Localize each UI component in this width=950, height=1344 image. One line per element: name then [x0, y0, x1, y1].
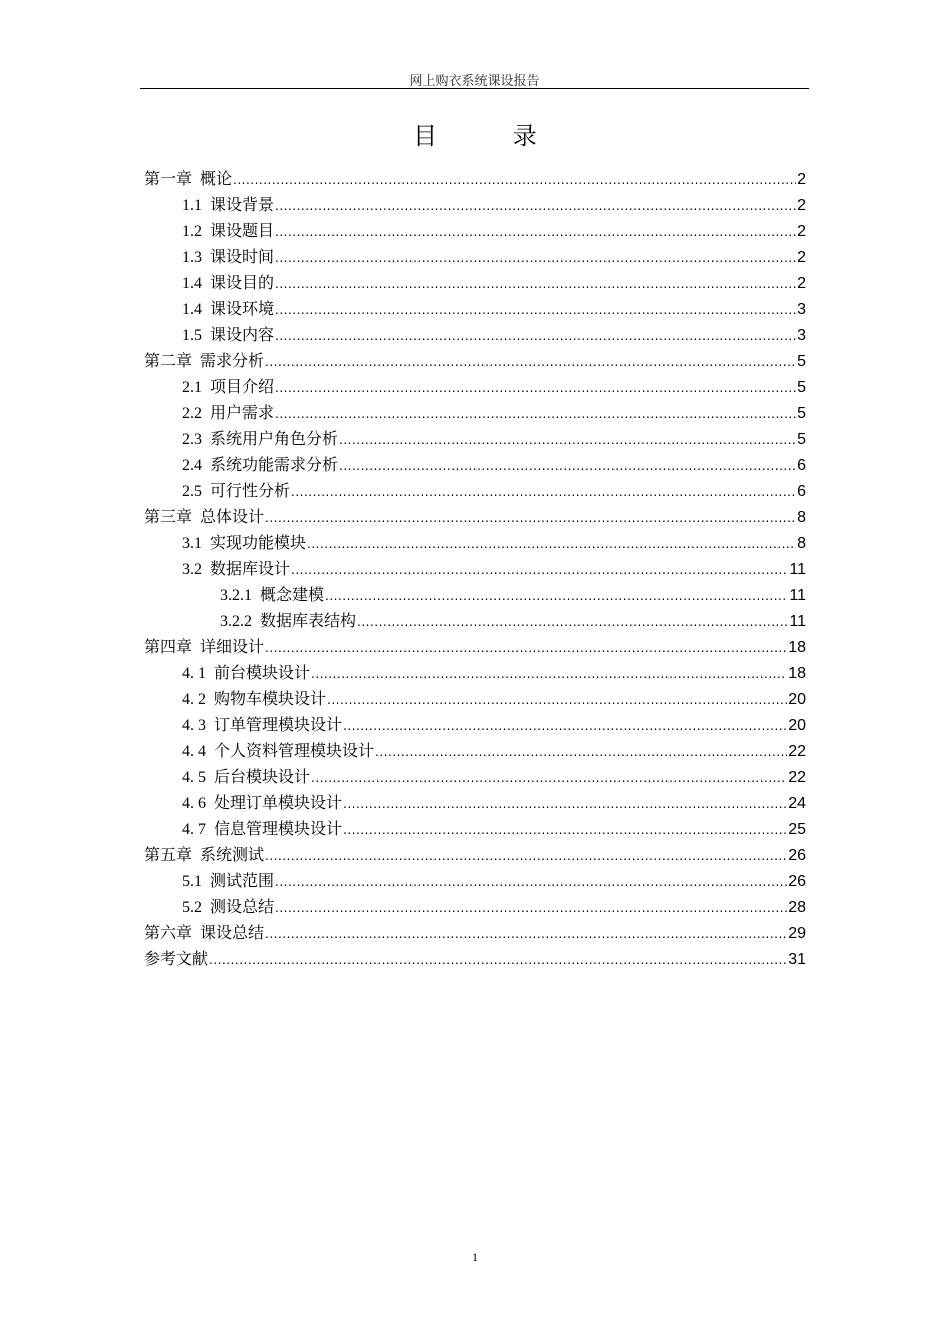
toc-entry-number: 4. 3 [182, 717, 206, 734]
toc-entry-label [182, 790, 342, 817]
toc-entry[interactable] [144, 270, 806, 296]
toc-entry-page: 2 [797, 275, 806, 292]
toc-entry-text: 详细设计 [200, 637, 265, 656]
toc-entry[interactable] [144, 816, 806, 842]
toc-entry-page: 25 [788, 821, 806, 838]
toc-entry-label [182, 270, 274, 297]
toc-entry-page: 18 [788, 639, 806, 656]
toc-entry-page: 2 [797, 197, 806, 214]
toc-entry-number: 4. 2 [182, 691, 206, 708]
dot-leader [275, 869, 787, 895]
toc-entry-page: 26 [788, 847, 806, 864]
toc-entry-page: 26 [788, 873, 806, 890]
toc-entry-number: 第四章 [144, 639, 193, 656]
toc-entry-label [182, 868, 274, 895]
toc-entry[interactable] [144, 218, 806, 244]
toc-entry-page: 20 [788, 717, 806, 734]
toc-entry-text: 用户需求 [210, 403, 275, 422]
toc-entry-number: 2.5 [182, 483, 202, 500]
dot-leader [275, 193, 796, 219]
toc-entry[interactable] [144, 920, 806, 946]
toc-entry-label [144, 946, 208, 972]
toc-entry-number: 1.4 [182, 275, 202, 292]
toc-entry-page: 5 [797, 379, 806, 396]
toc-entry-page: 3 [797, 301, 806, 318]
dot-leader [343, 817, 787, 843]
toc-entry-number: 4. 5 [182, 769, 206, 786]
dot-leader [291, 479, 796, 505]
toc-entry-label [182, 530, 306, 557]
toc-entry-page: 6 [797, 457, 806, 474]
toc-entry-text: 数据库表结构 [260, 611, 357, 630]
dot-leader [339, 453, 796, 479]
toc-entry-text: 处理订单模块设计 [214, 793, 343, 812]
dot-leader [275, 219, 796, 245]
toc-entry-text: 课设环境 [210, 299, 275, 318]
toc-entry[interactable] [144, 374, 806, 400]
toc-entry-number: 2.4 [182, 457, 202, 474]
toc-entry-text: 实现功能模块 [210, 533, 307, 552]
toc-entry-text: 信息管理模块设计 [214, 819, 343, 838]
toc-entry-number: 5.1 [182, 873, 202, 890]
toc-entry-number: 第一章 [144, 171, 193, 188]
toc-entry-label [182, 374, 274, 401]
toc-entry-label [182, 322, 274, 349]
toc-entry-number: 2.1 [182, 379, 202, 396]
toc-entry-page: 2 [797, 249, 806, 266]
toc-entry-number: 第二章 [144, 353, 193, 370]
toc-entry-text: 后台模块设计 [214, 767, 311, 786]
toc-entry-page: 2 [797, 223, 806, 240]
toc-entry-page: 24 [788, 795, 806, 812]
dot-leader [265, 505, 796, 531]
dot-leader [339, 427, 796, 453]
toc-entry[interactable] [144, 894, 806, 920]
toc-entry-number: 第三章 [144, 509, 193, 526]
toc-entry-number: 第五章 [144, 847, 193, 864]
toc-entry-page: 11 [789, 587, 806, 604]
dot-leader [275, 271, 796, 297]
toc-entry-number: 1.1 [182, 197, 202, 214]
toc-entry-number: 1.2 [182, 223, 202, 240]
toc-entry[interactable] [144, 608, 806, 634]
toc-entry[interactable] [144, 322, 806, 348]
toc-entry-text: 课设总结 [200, 923, 265, 942]
toc-entry-number: 1.4 [182, 301, 202, 318]
toc-entry[interactable] [144, 686, 806, 712]
toc-entry[interactable] [144, 582, 806, 608]
toc-entry-text: 课设目的 [210, 273, 275, 292]
toc-entry-label [182, 192, 274, 219]
toc-entry-number: 4. 1 [182, 665, 206, 682]
toc-entry[interactable] [144, 504, 806, 530]
toc-entry-number: 第六章 [144, 925, 193, 942]
toc-entry-text: 购物车模块设计 [214, 689, 327, 708]
toc-entry-number: 3.2.2 [220, 613, 252, 630]
toc-entry-page: 5 [797, 353, 806, 370]
running-header: 网上购衣系统课设报告 [409, 74, 540, 89]
toc-entry-label [144, 634, 264, 661]
toc-entry-label [182, 686, 326, 713]
toc-title: 目 录 [413, 122, 571, 150]
toc-entry-label [182, 816, 342, 843]
toc-entry[interactable] [144, 296, 806, 322]
toc-entry-page: 3 [797, 327, 806, 344]
dot-leader [275, 245, 796, 271]
dot-leader [209, 947, 787, 973]
toc-entry-page: 20 [788, 691, 806, 708]
toc-entry-number: 5.2 [182, 899, 202, 916]
toc-entry-number: 2.2 [182, 405, 202, 422]
toc-entry-number: 3.2 [182, 561, 202, 578]
toc-entry-number: 3.2.1 [220, 587, 252, 604]
toc-entry-text: 可行性分析 [210, 481, 291, 500]
toc-entry[interactable] [144, 192, 806, 218]
toc-entry-page: 31 [788, 951, 806, 968]
toc-entry[interactable] [144, 478, 806, 504]
dot-leader [307, 531, 796, 557]
dot-leader [343, 713, 787, 739]
toc-entry-page: 29 [788, 925, 806, 942]
dot-leader [265, 349, 796, 375]
toc-entry[interactable] [144, 530, 806, 556]
toc-entry-text: 总体设计 [200, 507, 265, 526]
dot-leader [265, 635, 787, 661]
toc-entry[interactable] [144, 946, 806, 972]
page-number: 1 [472, 1250, 478, 1264]
toc-entry-text: 课设背景 [210, 195, 275, 214]
toc-entry[interactable] [144, 426, 806, 452]
toc-entry-page: 11 [789, 613, 806, 630]
toc-entry-label [182, 400, 274, 427]
toc-entry[interactable] [144, 452, 806, 478]
dot-leader [311, 661, 787, 687]
toc-entry[interactable] [144, 634, 806, 660]
toc-entry-text: 系统用户角色分析 [210, 429, 339, 448]
toc-entry-label [182, 660, 310, 687]
dot-leader [343, 791, 787, 817]
toc-entry[interactable] [144, 166, 806, 192]
toc-entry-label [182, 738, 374, 765]
toc-entry-text: 概念建模 [260, 585, 325, 604]
toc-entry-label [144, 842, 264, 869]
toc-entry[interactable] [144, 842, 806, 868]
toc-entry-page: 28 [788, 899, 806, 916]
toc-entry-label [182, 296, 274, 323]
dot-leader [275, 323, 796, 349]
dot-leader [291, 557, 788, 583]
toc-entry-page: 22 [788, 769, 806, 786]
toc-entry-number: 3.1 [182, 535, 202, 552]
toc-entry[interactable] [144, 712, 806, 738]
toc-entry-text: 课设内容 [210, 325, 275, 344]
dot-leader [275, 895, 787, 921]
dot-leader [275, 375, 796, 401]
toc-entry-text: 前台模块设计 [214, 663, 311, 682]
toc-entry[interactable] [144, 764, 806, 790]
table-of-contents [144, 166, 806, 972]
toc-entry-page: 5 [797, 405, 806, 422]
toc-entry-label [182, 426, 338, 453]
toc-entry-page: 18 [788, 665, 806, 682]
toc-entry-label [220, 582, 324, 609]
toc-entry-page: 8 [797, 509, 806, 526]
toc-entry-number: 1.5 [182, 327, 202, 344]
dot-leader [275, 401, 796, 427]
toc-entry[interactable] [144, 738, 806, 764]
toc-entry[interactable] [144, 556, 806, 582]
toc-entry-label [182, 712, 342, 739]
toc-entry-text: 订单管理模块设计 [214, 715, 343, 734]
toc-entry-label [144, 504, 264, 531]
toc-entry-text: 课设时间 [210, 247, 275, 266]
dot-leader [311, 765, 787, 791]
toc-entry-number: 4. 4 [182, 743, 206, 760]
toc-entry-label [182, 764, 310, 791]
dot-leader [265, 843, 787, 869]
dot-leader [357, 609, 788, 635]
toc-entry-label [182, 244, 274, 271]
toc-entry-label [144, 348, 264, 375]
toc-entry-text: 项目介绍 [210, 377, 275, 396]
toc-entry-page: 5 [797, 431, 806, 448]
toc-entry[interactable] [144, 400, 806, 426]
toc-entry-label [182, 478, 290, 505]
toc-entry-label [220, 608, 356, 635]
toc-entry-label [144, 166, 232, 193]
toc-entry-text: 测试范围 [210, 871, 275, 890]
toc-entry-label [182, 556, 290, 583]
toc-entry-text: 系统功能需求分析 [210, 455, 339, 474]
toc-entry-page: 8 [797, 535, 806, 552]
toc-entry-label [182, 452, 338, 479]
toc-entry-label [144, 920, 264, 947]
toc-entry-page: 2 [797, 171, 806, 188]
toc-entry-number: 4. 7 [182, 821, 206, 838]
toc-entry[interactable] [144, 790, 806, 816]
toc-entry-page: 22 [788, 743, 806, 760]
toc-entry-number: 4. 6 [182, 795, 206, 812]
toc-entry[interactable] [144, 660, 806, 686]
dot-leader [327, 687, 787, 713]
toc-entry-text: 参考文献 [144, 949, 209, 968]
toc-entry-number: 2.3 [182, 431, 202, 448]
dot-leader [275, 297, 796, 323]
toc-entry-page: 6 [797, 483, 806, 500]
dot-leader [233, 167, 796, 193]
dot-leader [265, 921, 787, 947]
toc-entry-text: 数据库设计 [210, 559, 291, 578]
dot-leader [375, 739, 787, 765]
header-divider [140, 88, 809, 89]
toc-entry[interactable] [144, 244, 806, 270]
toc-entry-text: 概论 [200, 169, 233, 188]
toc-entry[interactable] [144, 348, 806, 374]
toc-entry[interactable] [144, 868, 806, 894]
toc-entry-number: 1.3 [182, 249, 202, 266]
toc-entry-text: 系统测试 [200, 845, 265, 864]
toc-entry-page: 11 [789, 561, 806, 578]
dot-leader [325, 583, 788, 609]
toc-entry-text: 个人资料管理模块设计 [214, 741, 375, 760]
toc-entry-label [182, 218, 274, 245]
toc-entry-label [182, 894, 274, 921]
toc-entry-text: 测设总结 [210, 897, 275, 916]
toc-entry-text: 课设题目 [210, 221, 275, 240]
toc-entry-text: 需求分析 [200, 351, 265, 370]
